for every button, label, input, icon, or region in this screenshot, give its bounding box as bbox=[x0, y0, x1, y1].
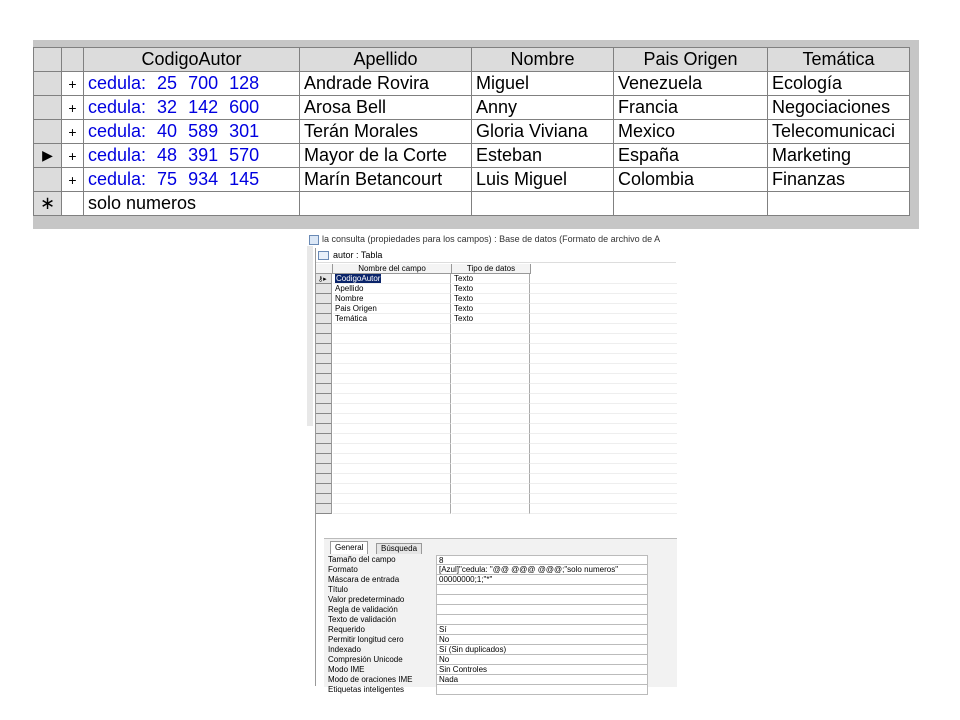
data-type-cell[interactable] bbox=[452, 414, 530, 424]
field-row[interactable] bbox=[316, 304, 677, 314]
empty-field-row[interactable] bbox=[316, 454, 677, 464]
empty-field-row[interactable] bbox=[316, 354, 677, 364]
field-name-cell[interactable] bbox=[333, 424, 451, 434]
table-row[interactable] bbox=[34, 120, 910, 144]
property-label: Valor predeterminado bbox=[328, 595, 405, 604]
property-value-field[interactable] bbox=[436, 595, 648, 605]
field-row-selector[interactable] bbox=[316, 504, 332, 514]
header-row bbox=[34, 48, 910, 72]
data-type-cell[interactable] bbox=[452, 344, 530, 354]
column-header-codigoautor[interactable]: CodigoAutor bbox=[84, 48, 300, 72]
property-value-field[interactable]: No bbox=[436, 635, 648, 645]
field-name-text: Nombre bbox=[335, 294, 364, 303]
empty-field-row[interactable] bbox=[316, 484, 677, 494]
cell-tematica[interactable]: Ecología bbox=[768, 72, 910, 96]
data-type-cell[interactable] bbox=[452, 374, 530, 384]
field-name-cell[interactable] bbox=[333, 324, 451, 334]
cell-codigoautor[interactable]: cedula: 25 700 128 bbox=[84, 72, 300, 96]
table-row[interactable] bbox=[34, 144, 910, 168]
description-cell[interactable] bbox=[530, 484, 677, 494]
field-row-selector[interactable] bbox=[316, 454, 332, 464]
new-record-cell[interactable] bbox=[614, 192, 768, 216]
cell-nombre[interactable]: Miguel bbox=[472, 72, 614, 96]
current-record-icon: ▶ bbox=[42, 147, 53, 163]
field-name-cell[interactable] bbox=[333, 334, 451, 344]
row-selector[interactable] bbox=[34, 144, 62, 168]
field-row-selector[interactable] bbox=[316, 444, 332, 454]
field-name-cell[interactable] bbox=[333, 434, 451, 444]
new-record-icon: ∗ bbox=[39, 193, 56, 213]
data-type-cell[interactable] bbox=[452, 464, 530, 474]
data-type-cell[interactable]: Texto bbox=[452, 314, 530, 324]
property-row bbox=[328, 645, 650, 655]
data-type-cell[interactable] bbox=[452, 474, 530, 484]
property-label: Etiquetas inteligentes bbox=[328, 685, 405, 694]
cell-codigoautor[interactable]: cedula: 40 589 301 bbox=[84, 120, 300, 144]
row-selector[interactable] bbox=[34, 72, 62, 96]
field-row-selector[interactable] bbox=[316, 324, 332, 334]
field-row-selector[interactable] bbox=[316, 424, 332, 434]
field-row-selector[interactable] bbox=[316, 304, 332, 314]
description-cell[interactable] bbox=[530, 334, 677, 344]
empty-field-row[interactable] bbox=[316, 374, 677, 384]
field-name-cell[interactable] bbox=[333, 294, 451, 304]
table-title: autor : Tabla bbox=[333, 250, 383, 260]
cell-tematica[interactable]: Telecomunicaci bbox=[768, 120, 910, 144]
property-value-field[interactable]: 8 bbox=[436, 555, 648, 565]
expand-button[interactable]: + bbox=[62, 144, 84, 168]
cell-apellido[interactable]: Mayor de la Corte bbox=[300, 144, 472, 168]
property-label: Tamaño del campo bbox=[328, 555, 396, 564]
cell-tematica[interactable]: Finanzas bbox=[768, 168, 910, 192]
description-cell[interactable] bbox=[530, 384, 677, 394]
field-name-cell[interactable] bbox=[333, 384, 451, 394]
table-icon bbox=[318, 251, 329, 260]
data-type-cell[interactable] bbox=[452, 384, 530, 394]
table-row[interactable] bbox=[34, 72, 910, 96]
cell-codigoautor[interactable]: cedula: 48 391 570 bbox=[84, 144, 300, 168]
field-name-cell[interactable] bbox=[333, 374, 451, 384]
description-cell[interactable] bbox=[530, 284, 677, 294]
properties-list bbox=[328, 555, 650, 695]
field-name-cell[interactable] bbox=[333, 474, 451, 484]
cell-pais-origen[interactable]: Venezuela bbox=[614, 72, 768, 96]
property-value-field[interactable]: Sí (Sin duplicados) bbox=[436, 645, 648, 655]
data-type-cell[interactable] bbox=[452, 424, 530, 434]
field-name-header: Nombre del campo bbox=[333, 264, 452, 274]
field-grid-corner bbox=[316, 264, 333, 274]
property-row bbox=[328, 585, 650, 595]
empty-field-row[interactable] bbox=[316, 364, 677, 374]
property-row bbox=[328, 595, 650, 605]
field-name-cell[interactable] bbox=[333, 464, 451, 474]
description-cell[interactable] bbox=[530, 344, 677, 354]
field-name-cell[interactable] bbox=[333, 414, 451, 424]
property-value-field[interactable]: [Azul]"cedula: "@@ @@@ @@@;"solo numeros" bbox=[436, 565, 648, 575]
new-record-cell[interactable] bbox=[768, 192, 910, 216]
empty-field-row[interactable] bbox=[316, 434, 677, 444]
data-type-cell[interactable] bbox=[452, 484, 530, 494]
cell-nombre[interactable]: Gloria Viviana bbox=[472, 120, 614, 144]
field-row-selector[interactable] bbox=[316, 334, 332, 344]
field-row-selector[interactable] bbox=[316, 374, 332, 384]
property-row bbox=[328, 635, 650, 645]
new-record-cell[interactable] bbox=[300, 192, 472, 216]
field-row-selector[interactable] bbox=[316, 384, 332, 394]
expand-button[interactable]: + bbox=[62, 168, 84, 192]
data-type-cell[interactable]: Texto bbox=[452, 284, 530, 294]
field-row-selector[interactable] bbox=[316, 474, 332, 484]
field-row[interactable] bbox=[316, 314, 677, 324]
property-label: Modo de oraciones IME bbox=[328, 675, 413, 684]
field-row-selector[interactable] bbox=[316, 284, 332, 294]
property-row bbox=[328, 625, 650, 635]
empty-field-row[interactable] bbox=[316, 464, 677, 474]
property-label: Texto de validación bbox=[328, 615, 397, 624]
column-header-tematica[interactable]: Temática bbox=[768, 48, 910, 72]
field-name-cell[interactable] bbox=[333, 394, 451, 404]
field-row[interactable] bbox=[316, 294, 677, 304]
description-cell[interactable] bbox=[530, 404, 677, 414]
property-label: Indexado bbox=[328, 645, 361, 654]
description-cell[interactable] bbox=[530, 464, 677, 474]
field-row[interactable] bbox=[316, 274, 677, 284]
data-type-cell[interactable]: Texto bbox=[452, 304, 530, 314]
field-name-cell[interactable] bbox=[333, 314, 451, 324]
property-label: Formato bbox=[328, 565, 358, 574]
empty-field-row[interactable] bbox=[316, 504, 677, 514]
row-selector[interactable] bbox=[34, 96, 62, 120]
data-type-cell[interactable] bbox=[452, 394, 530, 404]
empty-field-row[interactable] bbox=[316, 334, 677, 344]
property-row bbox=[328, 555, 650, 565]
field-row-selector[interactable] bbox=[316, 274, 332, 284]
data-type-cell[interactable] bbox=[452, 454, 530, 464]
description-cell[interactable] bbox=[530, 504, 677, 514]
field-name-cell[interactable] bbox=[333, 354, 451, 364]
description-cell[interactable] bbox=[530, 304, 677, 314]
property-value-field[interactable]: Sí bbox=[436, 625, 648, 635]
description-cell[interactable] bbox=[530, 474, 677, 484]
field-name-cell[interactable] bbox=[333, 404, 451, 414]
primary-key-icon: ⚷▸ bbox=[318, 276, 327, 283]
field-row-selector[interactable] bbox=[316, 404, 332, 414]
new-record-selector[interactable] bbox=[34, 192, 62, 216]
cell-tematica[interactable]: Marketing bbox=[768, 144, 910, 168]
expand-button[interactable]: + bbox=[62, 72, 84, 96]
cell-apellido[interactable]: Marín Betancourt bbox=[300, 168, 472, 192]
property-label: Regla de validación bbox=[328, 605, 398, 614]
column-header-apellido[interactable]: Apellido bbox=[300, 48, 472, 72]
cell-tematica[interactable]: Negociaciones bbox=[768, 96, 910, 120]
property-row bbox=[328, 685, 650, 695]
table-row[interactable] bbox=[34, 96, 910, 120]
data-type-cell[interactable] bbox=[452, 404, 530, 414]
description-cell[interactable] bbox=[530, 454, 677, 464]
field-properties-panel bbox=[324, 538, 677, 694]
field-row-selector[interactable] bbox=[316, 354, 332, 364]
property-row bbox=[328, 565, 650, 575]
field-name-cell[interactable] bbox=[333, 274, 451, 284]
property-label: Título bbox=[328, 585, 349, 594]
cell-pais-origen[interactable]: Colombia bbox=[614, 168, 768, 192]
field-name-cell[interactable] bbox=[333, 304, 451, 314]
empty-field-row[interactable] bbox=[316, 384, 677, 394]
data-type-header: Tipo de datos bbox=[452, 264, 531, 274]
new-record-codigo-cell[interactable]: solo numeros bbox=[84, 192, 300, 216]
description-cell[interactable] bbox=[530, 394, 677, 404]
empty-field-row[interactable] bbox=[316, 494, 677, 504]
field-row-selector[interactable] bbox=[316, 344, 332, 354]
property-value-field[interactable] bbox=[436, 685, 648, 695]
field-name-cell[interactable] bbox=[333, 504, 451, 514]
property-row bbox=[328, 675, 650, 685]
field-name-text: Pais Origen bbox=[335, 304, 377, 313]
field-row-selector[interactable] bbox=[316, 494, 332, 504]
field-grid bbox=[316, 264, 677, 519]
navigation-pane-edge bbox=[307, 246, 313, 426]
expand-header bbox=[62, 48, 84, 72]
tab-busqueda[interactable]: Búsqueda bbox=[376, 543, 422, 554]
cell-nombre[interactable]: Esteban bbox=[472, 144, 614, 168]
property-value-field[interactable]: 00000000;1;"*" bbox=[436, 575, 648, 585]
table-design-pane bbox=[315, 248, 676, 694]
cell-nombre[interactable]: Anny bbox=[472, 96, 614, 120]
window-title-bar bbox=[307, 232, 676, 246]
empty-field-row[interactable] bbox=[316, 324, 677, 334]
autor-datasheet bbox=[33, 40, 919, 229]
field-name-cell[interactable] bbox=[333, 484, 451, 494]
description-cell[interactable] bbox=[530, 494, 677, 504]
data-type-cell[interactable] bbox=[452, 504, 530, 514]
property-value-field[interactable]: No bbox=[436, 655, 648, 665]
expand-button[interactable]: + bbox=[62, 120, 84, 144]
new-record-cell[interactable] bbox=[472, 192, 614, 216]
field-row-selector[interactable] bbox=[316, 464, 332, 474]
field-name-cell[interactable] bbox=[333, 364, 451, 374]
field-name-cell[interactable] bbox=[333, 444, 451, 454]
description-cell[interactable] bbox=[530, 324, 677, 334]
cell-nombre[interactable]: Luis Miguel bbox=[472, 168, 614, 192]
field-row-selector[interactable] bbox=[316, 294, 332, 304]
empty-field-row[interactable] bbox=[316, 394, 677, 404]
property-row bbox=[328, 665, 650, 675]
property-row bbox=[328, 615, 650, 625]
field-row-selector[interactable] bbox=[316, 364, 332, 374]
field-row-selector[interactable] bbox=[316, 394, 332, 404]
window-title: la consulta (propiedades para los campos) : Base de datos (Formato de archivo de A bbox=[322, 234, 661, 244]
property-label: Máscara de entrada bbox=[328, 575, 400, 584]
empty-field-row[interactable] bbox=[316, 404, 677, 414]
table-title-bar bbox=[316, 248, 676, 263]
expand-button[interactable]: + bbox=[62, 96, 84, 120]
data-type-cell[interactable] bbox=[452, 334, 530, 344]
new-record-expand-cell bbox=[62, 192, 84, 216]
empty-field-row[interactable] bbox=[316, 424, 677, 434]
cell-pais-origen[interactable]: Francia bbox=[614, 96, 768, 120]
property-row bbox=[328, 605, 650, 615]
description-cell[interactable] bbox=[530, 424, 677, 434]
data-type-cell[interactable] bbox=[452, 364, 530, 374]
data-type-cell[interactable] bbox=[452, 434, 530, 444]
property-label: Compresión Unicode bbox=[328, 655, 403, 664]
field-name-cell[interactable] bbox=[333, 284, 451, 294]
cell-codigoautor[interactable]: cedula: 75 934 145 bbox=[84, 168, 300, 192]
tab-general[interactable]: General bbox=[330, 541, 368, 554]
field-row[interactable] bbox=[316, 284, 677, 294]
description-cell[interactable] bbox=[530, 434, 677, 444]
data-type-cell[interactable]: Texto bbox=[452, 294, 530, 304]
data-type-cell[interactable]: Texto bbox=[452, 274, 530, 284]
cell-codigoautor[interactable]: cedula: 32 142 600 bbox=[84, 96, 300, 120]
property-value-field[interactable]: Sin Controles bbox=[436, 665, 648, 675]
field-name-cell[interactable] bbox=[333, 494, 451, 504]
description-cell[interactable] bbox=[530, 274, 677, 284]
field-row-selector[interactable] bbox=[316, 434, 332, 444]
database-icon bbox=[309, 235, 319, 245]
cell-apellido[interactable]: Arosa Bell bbox=[300, 96, 472, 120]
data-type-cell[interactable] bbox=[452, 494, 530, 504]
column-header-pais-origen[interactable]: Pais Origen bbox=[614, 48, 768, 72]
empty-field-row[interactable] bbox=[316, 414, 677, 424]
field-name-cell[interactable] bbox=[333, 454, 451, 464]
empty-field-row[interactable] bbox=[316, 474, 677, 484]
property-value-field[interactable] bbox=[436, 615, 648, 625]
row-selector[interactable] bbox=[34, 168, 62, 192]
property-row bbox=[328, 655, 650, 665]
property-label: Permitir longitud cero bbox=[328, 635, 404, 644]
field-name-text: CodigoAutor bbox=[336, 274, 381, 283]
property-label: Modo IME bbox=[328, 665, 365, 674]
row-selector[interactable] bbox=[34, 120, 62, 144]
empty-field-row[interactable] bbox=[316, 444, 677, 454]
property-value-field[interactable] bbox=[436, 585, 648, 595]
select-all-corner[interactable] bbox=[34, 48, 62, 72]
column-header-nombre[interactable]: Nombre bbox=[472, 48, 614, 72]
field-name-text: Apellido bbox=[335, 284, 364, 293]
new-record-row[interactable] bbox=[34, 192, 910, 216]
design-window bbox=[307, 232, 676, 694]
description-cell[interactable] bbox=[530, 314, 677, 324]
table-row[interactable] bbox=[34, 168, 910, 192]
empty-field-row[interactable] bbox=[316, 344, 677, 354]
field-row-selector[interactable] bbox=[316, 414, 332, 424]
property-label: Requerido bbox=[328, 625, 365, 634]
field-name-text: Temática bbox=[335, 314, 368, 323]
field-row-selector[interactable] bbox=[316, 314, 332, 324]
description-cell[interactable] bbox=[530, 364, 677, 374]
datasheet-table bbox=[33, 47, 910, 216]
property-value-field[interactable] bbox=[436, 605, 648, 615]
description-cell[interactable] bbox=[530, 374, 677, 384]
cell-apellido[interactable]: Terán Morales bbox=[300, 120, 472, 144]
description-cell[interactable] bbox=[530, 444, 677, 454]
data-type-cell[interactable] bbox=[452, 324, 530, 334]
description-cell[interactable] bbox=[530, 414, 677, 424]
description-cell[interactable] bbox=[530, 354, 677, 364]
cell-pais-origen[interactable]: España bbox=[614, 144, 768, 168]
property-value-field[interactable]: Nada bbox=[436, 675, 648, 685]
description-cell[interactable] bbox=[530, 294, 677, 304]
property-row bbox=[328, 575, 650, 585]
data-type-cell[interactable] bbox=[452, 354, 530, 364]
data-type-cell[interactable] bbox=[452, 444, 530, 454]
cell-pais-origen[interactable]: Mexico bbox=[614, 120, 768, 144]
cell-apellido[interactable]: Andrade Rovira bbox=[300, 72, 472, 96]
field-name-cell[interactable] bbox=[333, 344, 451, 354]
field-row-selector[interactable] bbox=[316, 484, 332, 494]
